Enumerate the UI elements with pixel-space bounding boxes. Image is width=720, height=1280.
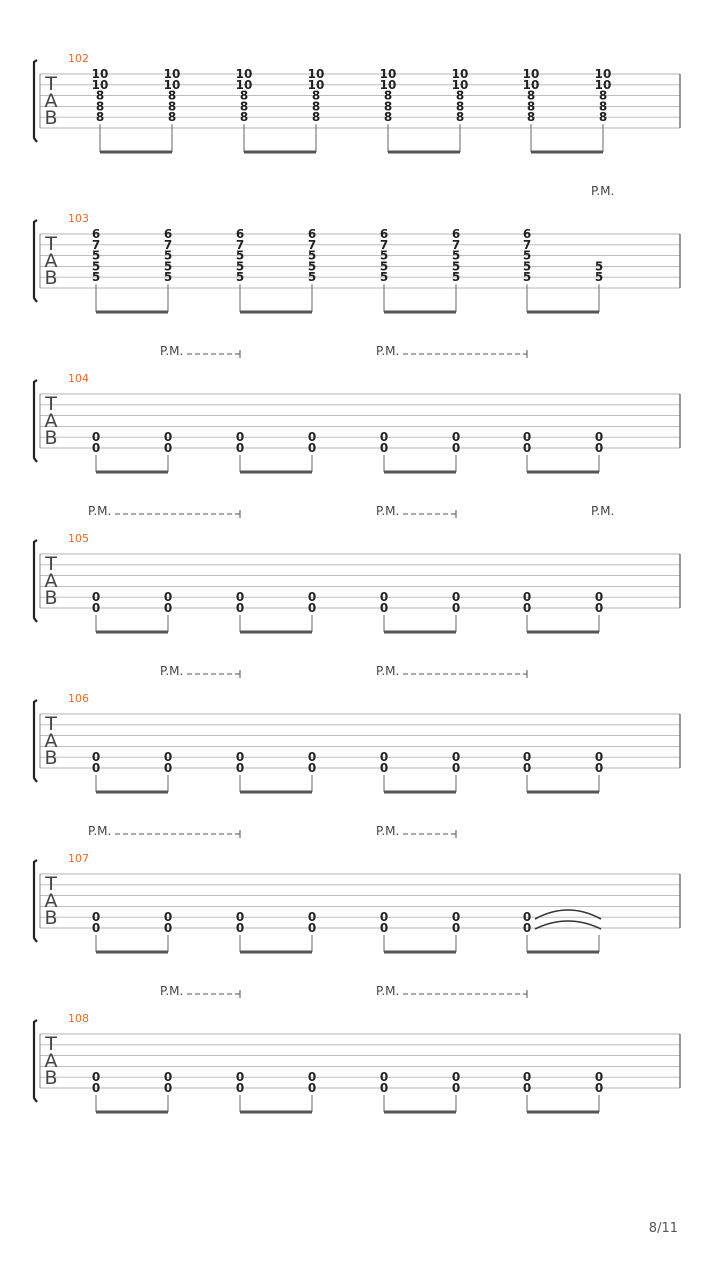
fret-number: 0: [594, 430, 604, 445]
fret-number: 0: [451, 430, 461, 445]
fret-number: 8: [383, 110, 393, 125]
fret-number: 10: [163, 67, 181, 81]
fret-number: 5: [522, 259, 532, 274]
fret-number: 8: [598, 88, 608, 103]
fret-number: 0: [379, 1081, 389, 1095]
fret-number: 5: [522, 270, 532, 285]
fret-number: 8: [526, 88, 536, 103]
system-bracket: [34, 1020, 37, 1102]
fret-number: 0: [163, 750, 173, 765]
fret-number: 8: [455, 88, 465, 103]
fret-number: 7: [91, 237, 101, 252]
fret-number: 0: [91, 441, 101, 455]
fret-number: 8: [598, 110, 608, 125]
fret-number: 8: [526, 99, 536, 114]
tab-clef-letter: A: [44, 250, 58, 272]
fret-number: 0: [522, 441, 532, 455]
fret-number: 0: [594, 590, 604, 605]
fret-number: 0: [379, 910, 389, 925]
fret-number: 10: [594, 77, 612, 92]
fret-number: 5: [451, 270, 461, 285]
fret-number: 0: [451, 750, 461, 765]
fret-number: 0: [451, 601, 461, 615]
measure-number: 103: [68, 212, 89, 225]
fret-number: 5: [235, 270, 245, 285]
fret-number: 0: [522, 761, 532, 775]
fret-number: 10: [235, 77, 253, 92]
fret-number: 0: [307, 921, 317, 935]
fret-number: 10: [307, 67, 325, 81]
fret-number: 6: [522, 227, 532, 241]
fret-number: 0: [163, 601, 173, 615]
fret-number: 0: [91, 1081, 101, 1095]
fret-number: 0: [451, 1070, 461, 1085]
fret-number: 0: [91, 1070, 101, 1085]
fret-number: 5: [379, 270, 389, 285]
measure-number: 105: [68, 532, 89, 545]
fret-number: 0: [91, 761, 101, 775]
fret-number: 10: [163, 77, 181, 92]
fret-number: 0: [451, 590, 461, 605]
fret-number: 10: [91, 77, 109, 92]
fret-number: 0: [91, 590, 101, 605]
fret-number: 0: [307, 441, 317, 455]
page-number: 8/11: [648, 1221, 678, 1236]
fret-number: 8: [455, 99, 465, 114]
fret-number: 5: [522, 248, 532, 263]
palm-mute-label: P.M.: [376, 344, 400, 358]
fret-number: 5: [451, 248, 461, 263]
tab-clef-letter: T: [45, 393, 57, 415]
fret-number: 8: [167, 88, 177, 103]
fret-number: 0: [91, 910, 101, 925]
tab-clef-letter: B: [44, 747, 58, 769]
fret-number: 0: [379, 430, 389, 445]
fret-number: 5: [307, 248, 317, 263]
fret-number: 8: [455, 110, 465, 125]
fret-number: 8: [311, 110, 321, 125]
fret-number: 0: [163, 1070, 173, 1085]
fret-number: 0: [451, 441, 461, 455]
fret-number: 0: [163, 921, 173, 935]
fret-number: 0: [235, 761, 245, 775]
fret-number: 5: [594, 259, 604, 274]
fret-number: 0: [91, 750, 101, 765]
fret-number: 0: [235, 1081, 245, 1095]
tab-clef-letter: B: [44, 1067, 58, 1089]
palm-mute-label: P.M.: [88, 504, 112, 518]
fret-number: 0: [522, 601, 532, 615]
fret-number: 10: [451, 67, 469, 81]
fret-number: 0: [235, 430, 245, 445]
tab-clef-letter: A: [44, 90, 58, 112]
fret-number: 0: [163, 430, 173, 445]
fret-number: 8: [95, 110, 105, 125]
fret-number: 10: [522, 67, 540, 81]
fret-number: 0: [379, 921, 389, 935]
fret-number: 0: [594, 441, 604, 455]
fret-number: 0: [594, 761, 604, 775]
fret-number: 8: [526, 110, 536, 125]
tab-clef-letter: A: [44, 570, 58, 592]
fret-number: 0: [235, 601, 245, 615]
fret-number: 7: [522, 237, 532, 252]
fret-number: 0: [522, 430, 532, 445]
fret-number: 10: [379, 77, 397, 92]
fret-number: 0: [379, 441, 389, 455]
fret-number: 0: [451, 910, 461, 925]
fret-number: 0: [594, 750, 604, 765]
tab-clef-letter: A: [44, 1050, 58, 1072]
fret-number: 5: [163, 270, 173, 285]
fret-number: 6: [163, 227, 173, 241]
fret-number: 0: [235, 590, 245, 605]
fret-number: 8: [167, 110, 177, 125]
fret-number: 7: [379, 237, 389, 252]
fret-number: 8: [239, 88, 249, 103]
measure-number: 108: [68, 1012, 89, 1025]
fret-number: 5: [594, 270, 604, 285]
fret-number: 0: [522, 1081, 532, 1095]
tab-clef-letter: T: [45, 553, 57, 575]
palm-mute-label: P.M.: [591, 184, 615, 198]
palm-mute-label: P.M.: [376, 824, 400, 838]
fret-number: 8: [95, 88, 105, 103]
fret-number: 6: [379, 227, 389, 241]
system-bracket: [34, 860, 37, 942]
fret-number: 0: [522, 921, 532, 935]
tab-clef-letter: A: [44, 410, 58, 432]
fret-number: 0: [451, 761, 461, 775]
fret-number: 10: [379, 67, 397, 81]
fret-number: 0: [235, 1070, 245, 1085]
fret-number: 0: [594, 1081, 604, 1095]
tab-clef-letter: B: [44, 907, 58, 929]
fret-number: 0: [91, 921, 101, 935]
tab-clef-letter: B: [44, 587, 58, 609]
system-bracket: [34, 700, 37, 782]
fret-number: 0: [91, 601, 101, 615]
fret-number: 0: [451, 921, 461, 935]
tab-clef-letter: T: [45, 73, 57, 95]
fret-number: 10: [235, 67, 253, 81]
fret-number: 0: [379, 761, 389, 775]
fret-number: 8: [383, 99, 393, 114]
fret-number: 5: [91, 259, 101, 274]
fret-number: 10: [522, 77, 540, 92]
fret-number: 0: [307, 761, 317, 775]
measure-number: 102: [68, 52, 89, 65]
fret-number: 6: [307, 227, 317, 241]
fret-number: 6: [235, 227, 245, 241]
fret-number: 0: [235, 910, 245, 925]
fret-number: 0: [307, 430, 317, 445]
fret-number: 5: [163, 259, 173, 274]
system-bracket: [34, 220, 37, 302]
fret-number: 7: [163, 237, 173, 252]
fret-number: 10: [594, 67, 612, 81]
fret-number: 0: [522, 750, 532, 765]
fret-number: 0: [307, 1081, 317, 1095]
fret-number: 10: [307, 77, 325, 92]
fret-number: 5: [379, 259, 389, 274]
palm-mute-label: P.M.: [88, 824, 112, 838]
fret-number: 0: [379, 750, 389, 765]
palm-mute-label: P.M.: [591, 504, 615, 518]
system-bracket: [34, 60, 37, 142]
fret-number: 6: [451, 227, 461, 241]
fret-number: 7: [451, 237, 461, 252]
tab-clef-letter: T: [45, 873, 57, 895]
fret-number: 0: [163, 910, 173, 925]
fret-number: 5: [91, 248, 101, 263]
fret-number: 0: [379, 590, 389, 605]
fret-number: 0: [163, 590, 173, 605]
fret-number: 8: [95, 99, 105, 114]
fret-number: 8: [167, 99, 177, 114]
fret-number: 8: [598, 99, 608, 114]
fret-number: 5: [307, 270, 317, 285]
tab-clef-letter: B: [44, 107, 58, 129]
fret-number: 0: [307, 1070, 317, 1085]
fret-number: 0: [522, 590, 532, 605]
palm-mute-label: P.M.: [376, 664, 400, 678]
fret-number: 0: [451, 1081, 461, 1095]
fret-number: 0: [91, 430, 101, 445]
fret-number: 8: [239, 110, 249, 125]
palm-mute-label: P.M.: [160, 344, 184, 358]
palm-mute-label: P.M.: [376, 504, 400, 518]
fret-number: 0: [163, 761, 173, 775]
measure-number: 104: [68, 372, 89, 385]
palm-mute-label: P.M.: [160, 984, 184, 998]
fret-number: 7: [307, 237, 317, 252]
fret-number: 0: [307, 601, 317, 615]
fret-number: 6: [91, 227, 101, 241]
fret-number: 7: [235, 237, 245, 252]
fret-number: 5: [91, 270, 101, 285]
system-bracket: [34, 540, 37, 622]
tab-clef-letter: T: [45, 1033, 57, 1055]
system-bracket: [34, 380, 37, 462]
fret-number: 5: [307, 259, 317, 274]
fret-number: 0: [379, 1070, 389, 1085]
fret-number: 5: [163, 248, 173, 263]
fret-number: 5: [235, 259, 245, 274]
fret-number: 5: [451, 259, 461, 274]
palm-mute-label: P.M.: [376, 984, 400, 998]
tab-clef-letter: B: [44, 267, 58, 289]
fret-number: 0: [163, 441, 173, 455]
fret-number: 0: [594, 1070, 604, 1085]
measure-number: 107: [68, 852, 89, 865]
fret-number: 8: [383, 88, 393, 103]
measure-number: 106: [68, 692, 89, 705]
fret-number: 0: [307, 910, 317, 925]
fret-number: 0: [235, 750, 245, 765]
fret-number: 8: [239, 99, 249, 114]
fret-number: 0: [307, 590, 317, 605]
tab-clef-letter: B: [44, 427, 58, 449]
tab-clef-letter: A: [44, 890, 58, 912]
fret-number: 0: [235, 441, 245, 455]
fret-number: 8: [311, 99, 321, 114]
fret-number: 10: [451, 77, 469, 92]
fret-number: 0: [163, 1081, 173, 1095]
fret-number: 5: [379, 248, 389, 263]
fret-number: 0: [235, 921, 245, 935]
fret-number: 0: [594, 601, 604, 615]
fret-number: 0: [379, 601, 389, 615]
fret-number: 0: [522, 1070, 532, 1085]
tab-clef-letter: T: [45, 233, 57, 255]
fret-number: 5: [235, 248, 245, 263]
fret-number: 0: [522, 910, 532, 925]
tab-clef-letter: A: [44, 730, 58, 752]
fret-number: 10: [91, 67, 109, 81]
tab-clef-letter: T: [45, 713, 57, 735]
palm-mute-label: P.M.: [160, 664, 184, 678]
fret-number: 8: [311, 88, 321, 103]
fret-number: 0: [307, 750, 317, 765]
